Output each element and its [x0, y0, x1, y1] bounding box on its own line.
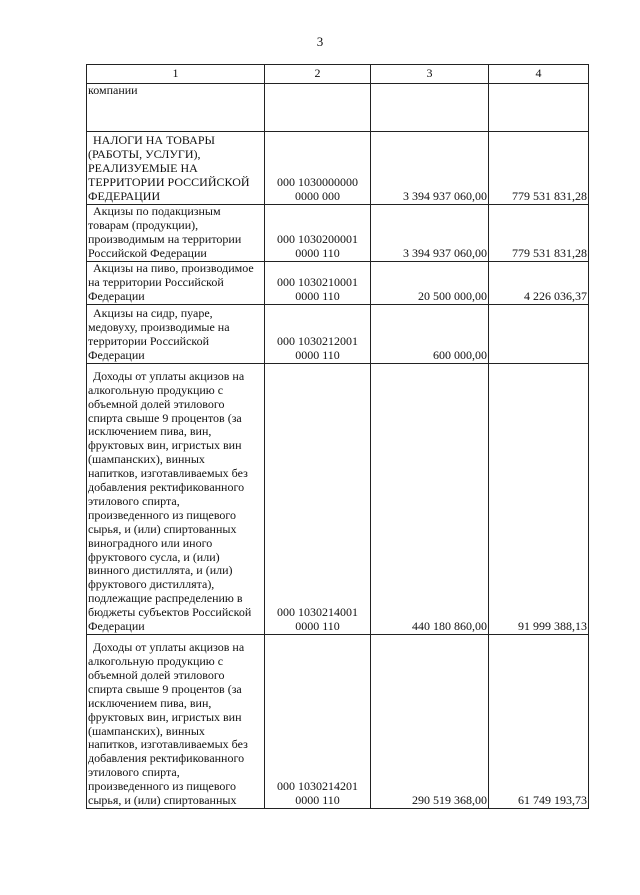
row-code: 000 1030214201 0000 110: [277, 779, 358, 808]
row-name-cell: [87, 364, 265, 635]
row-col4-cell: 4 226 036,37: [489, 262, 589, 305]
row-code-cell: [265, 635, 371, 809]
table-header-row: [87, 65, 589, 84]
row-code: 000 1030210001 0000 110: [277, 275, 358, 304]
row-code: 000 1030200001 0000 110: [277, 232, 358, 261]
row-col3-cell: 20 500 000,00: [371, 262, 489, 305]
row-name: Акцизы на сидр, пуаре, медовуху, производимые на территории Российской Федерации: [88, 306, 230, 363]
row-code-cell: [265, 132, 371, 205]
column-header-2: 2: [265, 65, 371, 84]
column-header-4: 4: [489, 65, 589, 84]
row-col4-cell: 91 999 388,13: [489, 364, 589, 635]
row-name: НАЛОГИ НА ТОВАРЫ (РАБОТЫ, УСЛУГИ), РЕАЛИЗУЕМЫЕ НА ТЕРРИТОРИИ РОССИЙСКОЙ ФЕДЕРАЦИИ: [88, 133, 250, 204]
row-col3-cell: 440 180 860,00: [371, 364, 489, 635]
row-name: Акцизы по подакцизным товарам (продукции), производимым на территории Российской Федерации: [88, 204, 242, 261]
row-code: 000 1030000000 0000 000: [277, 175, 358, 204]
row-code-cell: [265, 305, 371, 364]
column-header-3: 3: [371, 65, 489, 84]
table-row: [87, 305, 589, 364]
row-code-cell: [265, 364, 371, 635]
row-col3-cell: 290 519 368,00: [371, 635, 489, 809]
row-col4-cell: 779 531 831,28: [489, 205, 589, 262]
row-name-cell: [87, 205, 265, 262]
row-name: Доходы от уплаты акцизов на алкогольную продукцию с объемной долей этилового спирта свыше 9 процентов (за исключением пива, вин, фруктовых вин, игристых вин (шампанских), винных напитков, изготавливаемых без добавления ректификованного этилового спирта, произведенного из пищевого сырья, и (или) спиртованных виноградного или иного фруктового сусла, и (или) винного дистиллята, и (или) фруктового дистиллята), подлежащие распределению в бюджеты субъектов Российской Федерации: [88, 368, 252, 634]
row-name-cell: [87, 132, 265, 205]
table-row: [87, 262, 589, 305]
row-name: Акцизы на пиво, производимое на территории Российской Федерации: [88, 261, 254, 304]
table-row: [87, 132, 589, 205]
row-col3-cell: [371, 84, 489, 132]
row-col3-cell: 3 394 937 060,00: [371, 205, 489, 262]
row-col3-cell: 3 394 937 060,00: [371, 132, 489, 205]
table-row: [87, 364, 589, 635]
table-row: [87, 84, 589, 132]
row-name-cell: [87, 635, 265, 809]
budget-table: [86, 64, 589, 809]
row-col4-cell: [489, 84, 589, 132]
row-col3-cell: 600 000,00: [371, 305, 489, 364]
row-code-cell: [265, 205, 371, 262]
row-name-cell: [87, 84, 265, 132]
table-row: [87, 205, 589, 262]
column-header-1: 1: [87, 65, 265, 84]
row-name-cell: [87, 262, 265, 305]
row-code-cell: [265, 262, 371, 305]
row-name: Доходы от уплаты акцизов на алкогольную продукцию с объемной долей этилового спирта свыше 9 процентов (за исключением пива, вин, фруктовых вин, игристых вин (шампанских), винных напитков, изготавливаемых без добавления ректификованного этилового спирта, произведенного из пищевого сырья, и (или) спиртованных: [88, 640, 248, 808]
row-code: 000 1030214001 0000 110: [277, 605, 358, 634]
row-col4-cell: 779 531 831,28: [489, 132, 589, 205]
row-col4-cell: 61 749 193,73: [489, 635, 589, 809]
page-number: 3: [316, 34, 324, 49]
row-col4-cell: [489, 305, 589, 364]
row-name-cell: [87, 305, 265, 364]
table-row: [87, 635, 589, 809]
row-code-cell: [265, 84, 371, 132]
row-code: 000 1030212001 0000 110: [277, 334, 358, 363]
row-name: компании: [88, 83, 138, 97]
